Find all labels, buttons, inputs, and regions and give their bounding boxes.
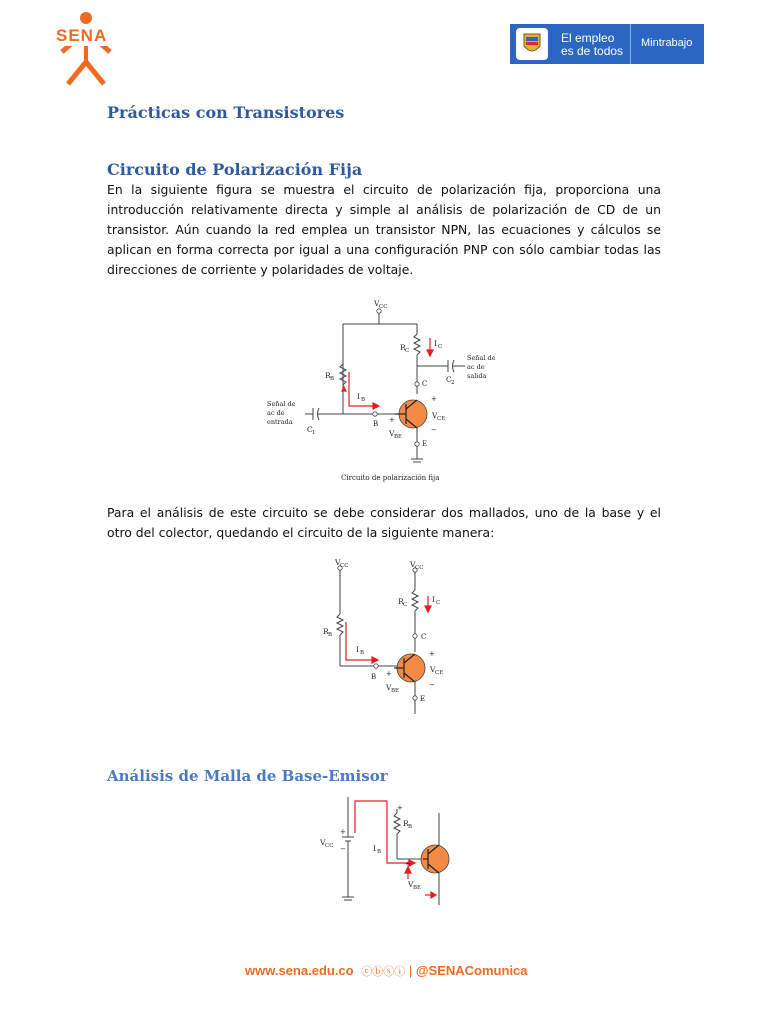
fig1-vce-plus: + [431,395,437,403]
fig2-base-label: B [371,673,377,681]
fig1-rc-sub: C [405,348,410,354]
paragraph-analysis: Para el análisis de este circuito se debe considerar dos mallados, uno de la base y el otro del colector, quedando el circuito de la siguiente manera: [107,505,661,540]
fig3-ib-sub: B [377,849,382,855]
fig2-ic-label: I [432,595,435,604]
fig1-vce-minus: − [431,426,437,434]
fig1-input-line1: Señal de [267,400,296,408]
sena-logo-icon [50,10,120,86]
fig3-rb-label: R [403,819,409,828]
fig3-vbe-label: V [408,880,414,889]
fig2-emitter-label: E [420,695,426,703]
fig1-output-line2: ac de [467,363,485,371]
fig2-vbe-label: V [386,683,392,692]
fig1-input-line3: entrada [267,418,293,426]
fig1-ic-sub: C [438,344,443,350]
government-banner [510,24,704,64]
colombia-shield-icon [516,28,548,60]
fig2-rb-label: R [323,627,329,636]
fig3-rb-sub: B [408,824,413,830]
fig1-rb-sub: B [330,376,335,382]
fig1-caption: Circuito de polarización fija [341,474,440,482]
fig1-rc-label: R [400,343,406,352]
fig3-vcc-label: V [320,838,326,847]
fig1-vcc-label: V [374,299,380,308]
fig3-vbe-sub: BE [413,885,422,891]
fig1-c1-sub: 1 [312,430,316,436]
fig1-vbe-label: V [389,429,395,438]
fig1-input-line2: ac de [267,409,285,417]
fig1-ib-sub: B [361,397,366,403]
fig1-vbe-plus: + [389,416,395,424]
gov-slogan-line1: El empleo [561,31,615,45]
fig2-rb-sub: B [328,632,333,638]
creative-commons-icon: ⓒⓑⓢⓘ [361,965,406,978]
fig1-vce-label: V [432,411,438,420]
fig1-ib-label: I [357,392,360,401]
fig1-vbe-sub: BE [394,434,403,440]
gov-ministry: Mintrabajo [641,37,693,49]
section-heading-base-emitter: Análisis de Malla de Base-Emisor [107,767,388,785]
figure-base-emitter-mesh [315,793,475,907]
fig1-c2-label: C [446,375,452,384]
sena-logo-text: SENA [56,26,108,45]
figure-meshes-circuit [310,556,510,716]
fig2-vce-minus: − [429,681,435,689]
fig2-vce-label: V [430,665,436,674]
fig2-vce-plus: + [429,650,435,658]
fig2-collector-label: C [421,633,427,641]
footer-social-handle[interactable]: @SENAComunica [415,963,528,978]
fig2-ib-label: I [356,645,359,654]
footer-divider: | [408,963,413,978]
fig1-c1-label: C [307,425,313,434]
fig3-vcc-minus: − [340,845,346,853]
document-title: Prácticas con Transistores [107,103,345,122]
fig1-base-label: B [373,420,379,428]
fig3-rb-plus: + [397,804,403,812]
fig3-ib-label: I [373,844,376,853]
fig2-ic-sub: C [436,600,441,606]
fig1-rb-label: R [325,371,331,380]
fig2-rc-label: R [398,597,404,606]
fig2-vcc-sub: CC [340,563,349,569]
fig2-rc-sub: C [403,602,408,608]
fig1-vce-sub: CE [437,416,446,422]
fig3-vcc-sub: CC [325,843,334,849]
fig3-vbe-plus: + [405,860,411,868]
sena-logo [50,10,120,86]
paragraph-intro: En la siguiente figura se muestra el circuito de polarización fija, proporciona una introducción relativamente directa y simple al análisis de polarización de CD de un transistor. Aún cuando la red emplea un transistor NPN, las ecuaciones y cálculos se aplican en forma correcta por igual a una configuración PNP con sólo cambiar todas las direcciones de corriente y polaridades de voltaje. [107,182,661,277]
fig2-vcc-label: V [335,558,341,567]
gov-divider [630,24,631,64]
fig2-vcc-sub-right: CC [415,565,424,571]
fig1-c2-sub: 2 [451,380,455,386]
footer [245,963,528,979]
footer-url[interactable]: www.sena.edu.co [245,963,354,978]
fig1-emitter-label: E [422,440,428,448]
fig1-vcc-sub: CC [379,304,388,310]
gov-slogan-line2: es de todos [561,44,624,58]
fig2-vbe-plus: + [386,670,392,678]
fig2-ib-sub: B [360,650,365,656]
section-heading-fixed-bias: Circuito de Polarización Fija [107,160,363,179]
figure-fixed-bias-circuit [255,294,515,484]
fig1-collector-label: C [422,380,428,388]
fig1-output-line1: Señal de [467,354,496,362]
fig1-output-line3: salida [467,372,487,380]
fig2-vcc-label-right: V [410,560,416,569]
fig1-ic-label: I [434,339,437,348]
fig2-vce-sub: CE [435,670,444,676]
fig3-vcc-plus: + [340,828,346,836]
fig2-vbe-sub: BE [391,688,400,694]
